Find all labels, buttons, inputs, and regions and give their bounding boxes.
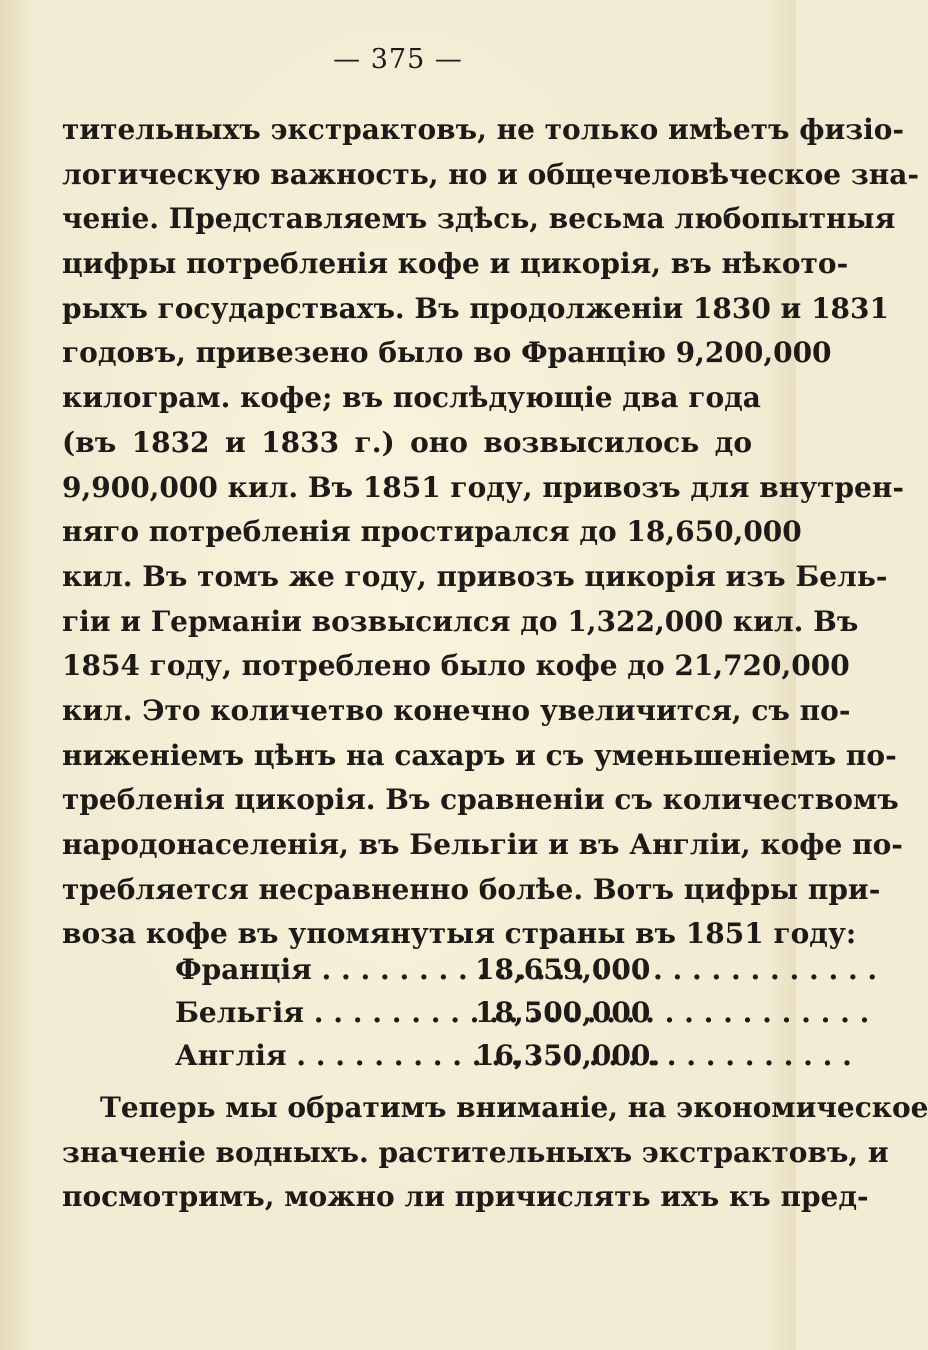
text-line: воза кофе въ упомянутыя страны въ 1851 году: [62, 917, 857, 951]
text-line: народонаселенія, въ Бельгіи и въ Англіи, кофе по- [62, 828, 903, 861]
country-name: Бельгія . . . [175, 991, 475, 1034]
text-line: ченіе. Представляемъ здѣсь, весьма любопытныя [62, 202, 896, 236]
text-line: 9,900,000 кил. Въ 1851 году, привозъ для внутрен- [62, 470, 904, 504]
text-line: значеніе водныхъ. растительныхъ экстрактовъ, и [62, 1135, 889, 1169]
table-row [175, 1034, 661, 1077]
text-line: цифры потребленія кофе и цикорія, въ нѣкото- [62, 247, 849, 281]
text-line: (въ 1832 и 1833 г.) оно возвысилось до [62, 425, 752, 459]
text-line: кил. Это количетво конечно увеличится, съ по- [62, 693, 851, 727]
text-line: годовъ, привезено было во Францію 9,200,000 [62, 336, 832, 370]
text-line: логическую важность, но и общечеловѣческое зна- [62, 157, 919, 191]
text-line: требляется несравненно болѣе. Вотъ цифры при- [62, 872, 881, 906]
paragraph-1 [62, 108, 919, 957]
page-number: — 375 — [333, 44, 463, 75]
coffee-imports-table [175, 948, 661, 1077]
text-line: тительныхъ экстрактовъ, не только имѣетъ физіо- [62, 113, 905, 146]
text-line: ниженіемъ цѣнъ на сахаръ и съ уменьшеніемъ по- [62, 738, 897, 772]
text-line: требленія цикорія. Въ сравненіи съ количествомъ [62, 783, 899, 817]
text-line: гіи и Германіи возвысился до 1,322,000 кил. Въ [62, 604, 859, 638]
country-name: Англія . . . [175, 1034, 475, 1077]
country-name: Франція . . . [175, 948, 475, 991]
import-amount: 18,500,000 [475, 996, 651, 1029]
paragraph-2 [62, 1086, 928, 1220]
import-amount: 16,350,000. [475, 1039, 661, 1072]
text-line: Теперь мы обратимъ вниманіе, на экономическое [100, 1091, 928, 1124]
text-line: посмотримъ, можно ли причислять ихъ къ пред- [62, 1180, 869, 1214]
text-line: 1854 году, потреблено было кофе до 21,720,000 [62, 649, 850, 683]
table-row [175, 948, 651, 991]
text-line: рыхъ государствахъ. Въ продолженіи 1830 и 1831 [62, 291, 889, 325]
text-line: кил. Въ томъ же году, привозъ цикорія изъ Бель- [62, 559, 888, 593]
text-line: няго потребленія простирался до 18,650,000 [62, 515, 802, 549]
import-amount: 18,659,000 [475, 953, 651, 986]
text-line: килограм. кофе; въ послѣдующіе два года [62, 381, 761, 415]
table-row [175, 991, 651, 1034]
